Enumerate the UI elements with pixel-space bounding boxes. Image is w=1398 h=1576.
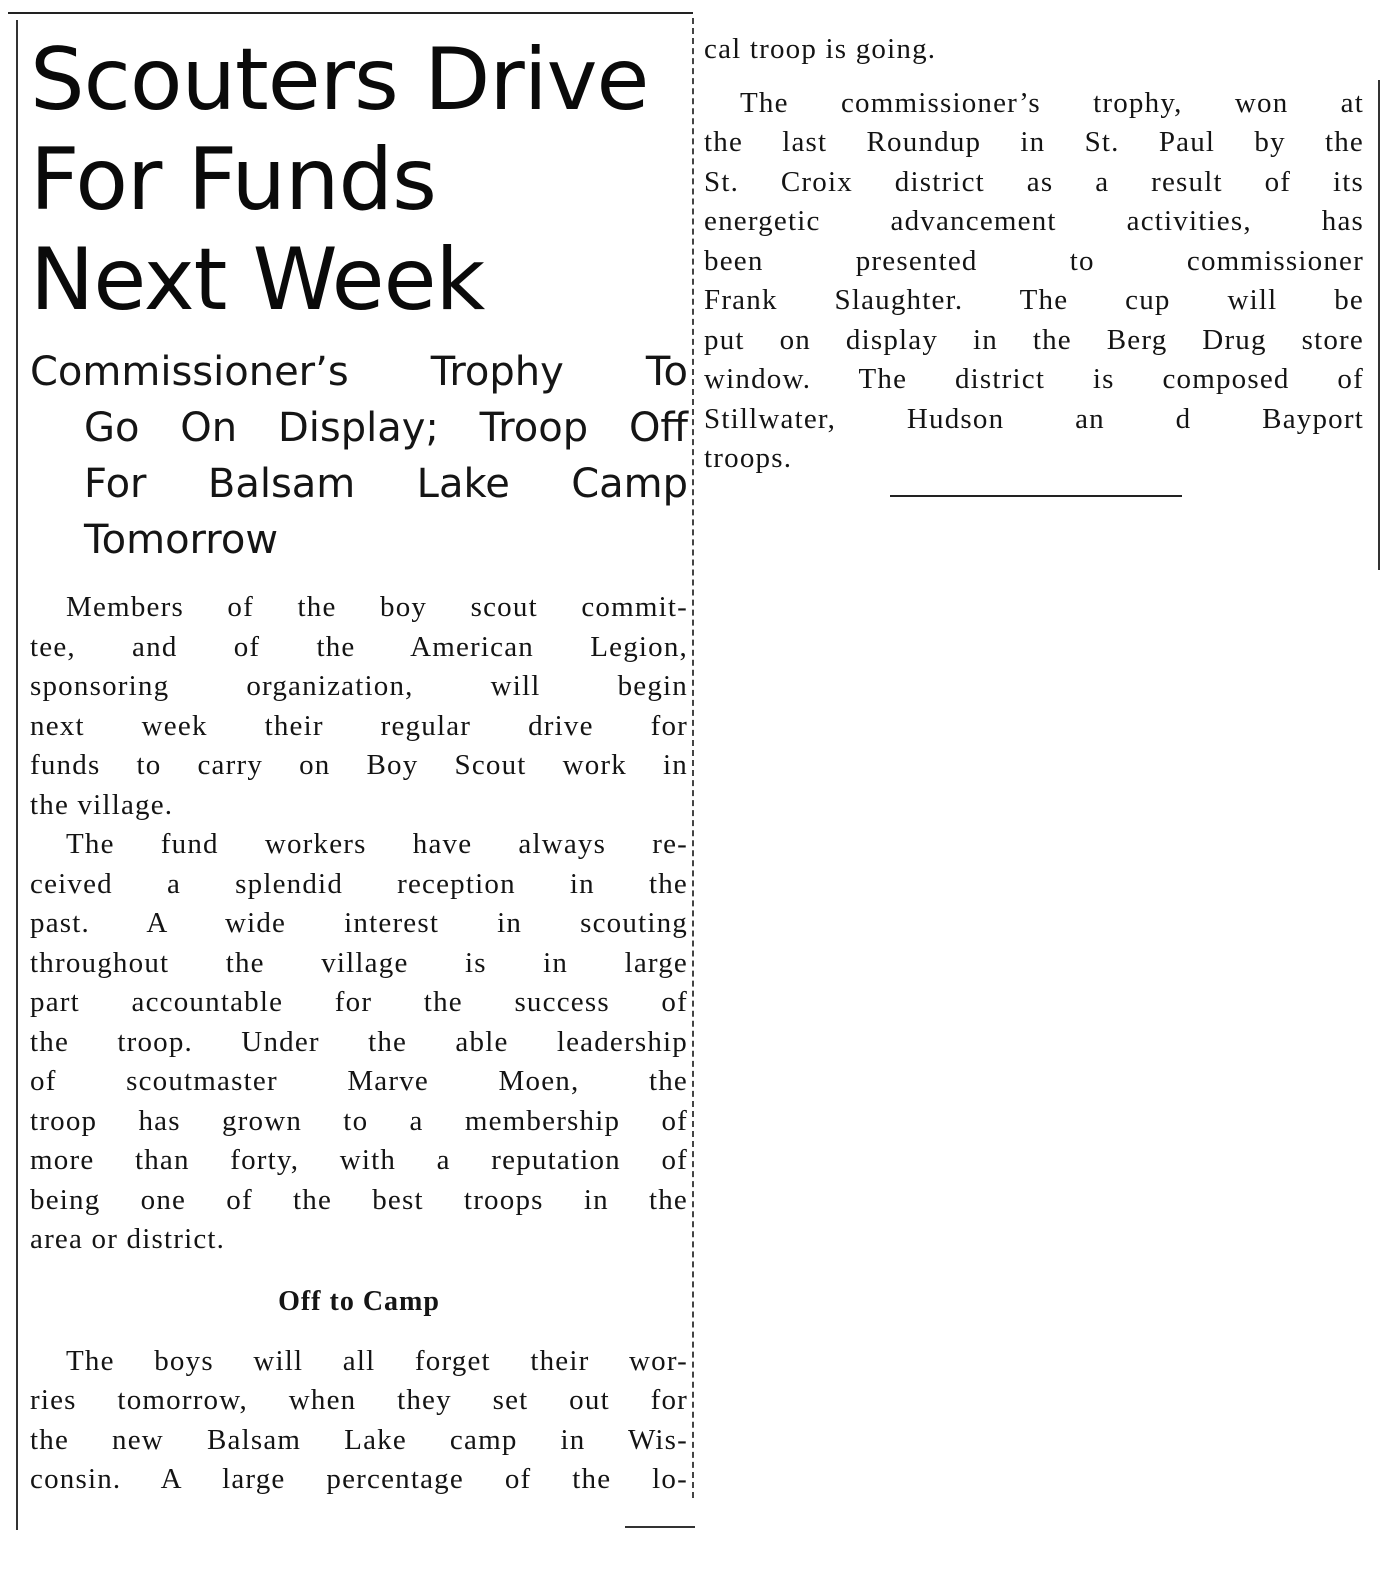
body-line: consin. A large percentage of the lo-	[30, 1463, 688, 1495]
column-divider-rule	[692, 18, 694, 1498]
headline-line: For Funds	[30, 130, 436, 230]
body-line: been presented to commissioner	[704, 244, 1364, 277]
body-line: ries tomorrow, when they set out for	[30, 1384, 688, 1416]
body-line: next week their regular drive for	[30, 709, 688, 742]
bottom-rule	[625, 1526, 695, 1528]
body-line: St. Croix district as a result of its	[704, 165, 1364, 198]
headline	[30, 30, 688, 330]
body-line: area or district.	[30, 1223, 226, 1255]
body-line: the village.	[30, 788, 174, 821]
right-edge-rule	[1378, 80, 1380, 570]
headline-line: Next Week	[30, 230, 485, 330]
body-line: window. The district is composed of	[704, 363, 1364, 395]
body-line: troop has grown to a membership of	[30, 1104, 688, 1137]
body-paragraph	[704, 30, 1364, 70]
body-line: past. A wide interest in scouting	[30, 907, 688, 939]
body-line: being one of the best troops in the	[30, 1183, 688, 1216]
body-line: more than forty, with a reputation of	[30, 1144, 688, 1176]
deck-line: Tomorrow	[84, 517, 279, 563]
headline-line: Scouters Drive	[30, 30, 649, 130]
top-rule	[8, 12, 693, 14]
deck-line: Commissioner’s Trophy To	[30, 349, 688, 395]
body-line: the new Balsam Lake camp in Wis-	[30, 1423, 688, 1456]
end-of-article-rule	[890, 495, 1182, 497]
body-line: throughout the village is in large	[30, 946, 688, 979]
body-line: part accountable for the success of	[30, 986, 688, 1018]
body-line: The fund workers have always re-	[66, 828, 688, 860]
body-line: funds to carry on Boy Scout work in	[30, 749, 688, 781]
body-line: tee, and of the American Legion,	[30, 630, 688, 663]
body-line: energetic advancement activities, has	[704, 205, 1364, 237]
body-line: the last Roundup in St. Paul by the	[704, 126, 1364, 158]
body-line: The boys will all forget their wor-	[66, 1344, 688, 1377]
left-column	[30, 30, 688, 1500]
body-line: Frank Slaughter. The cup will be	[704, 284, 1364, 316]
deck-line: For Balsam Lake Camp	[84, 461, 688, 507]
body-line: The commissioner’s trophy, won at	[740, 86, 1364, 119]
body-line: Stillwater, Hudson an d Bayport	[704, 402, 1364, 435]
body-line: ceived a splendid reception in the	[30, 867, 688, 900]
body-paragraph	[30, 588, 688, 825]
body-line: of scoutmaster Marve Moen, the	[30, 1065, 688, 1097]
deck-subheadline	[30, 344, 688, 568]
deck-line: Go On Display; Troop Off	[84, 405, 688, 451]
body-paragraph	[30, 825, 688, 1260]
right-column	[704, 30, 1364, 479]
section-subhead: Off to Camp	[278, 1285, 440, 1317]
body-line: cal troop is going.	[704, 33, 937, 65]
body-line: put on display in the Berg Drug store	[704, 323, 1364, 356]
body-line: Members of the boy scout commit-	[66, 591, 688, 623]
body-paragraph	[30, 1342, 688, 1500]
body-line: sponsoring organization, will begin	[30, 670, 688, 702]
body-line: troops.	[704, 442, 793, 474]
left-column-rule	[16, 20, 18, 1530]
body-line: the troop. Under the able leadership	[30, 1025, 688, 1058]
body-paragraph	[704, 84, 1364, 479]
